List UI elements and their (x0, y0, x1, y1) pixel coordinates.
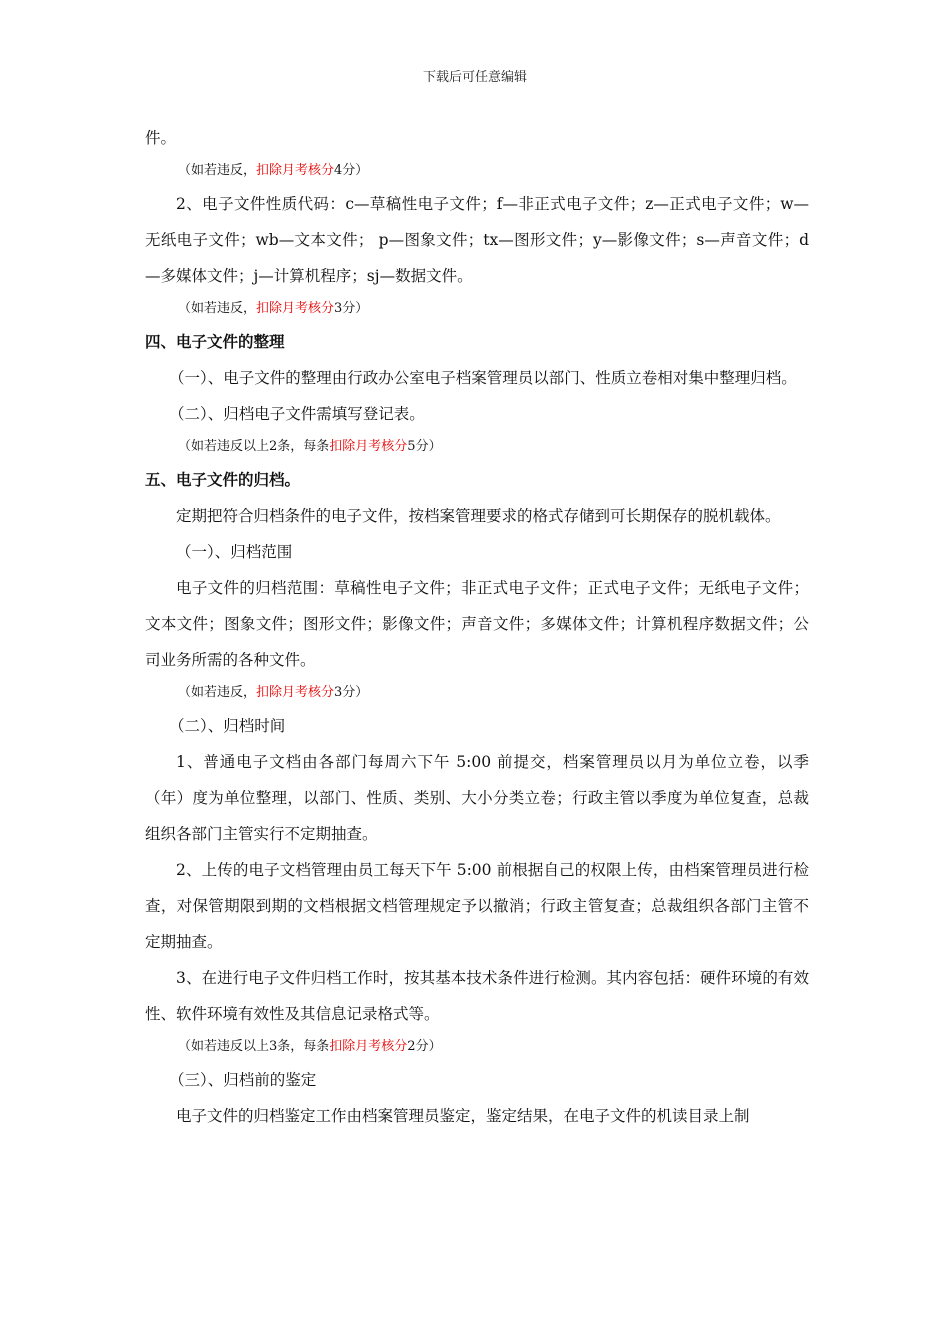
body-paragraph: （二）、归档电子文件需填写登记表。 (169, 405, 425, 423)
section-heading: 五、电子文件的归档。 (145, 470, 301, 489)
document-body (145, 120, 809, 1134)
penalty-note-suffix: 5分） (407, 439, 442, 454)
penalty-note-prefix: （如若违反， (178, 163, 257, 178)
penalty-note-suffix: 3分） (334, 685, 369, 700)
penalty-highlight: 扣除月考核分 (256, 163, 335, 178)
penalty-note-prefix: （如若违反， (178, 301, 257, 316)
penalty-note-suffix: 2分） (407, 1039, 442, 1054)
penalty-note-prefix: （如若违反以上3条，每条 (178, 1039, 330, 1054)
body-paragraph: （三）、归档前的鉴定 (169, 1071, 317, 1089)
page-header: 下载后可任意编辑 (422, 70, 527, 85)
penalty-highlight: 扣除月考核分 (329, 439, 408, 454)
body-paragraph: 电子文件的归档范围：草稿性电子文件；非正式电子文件；正式电子文件；无纸电子文件；文本文件；图象文件；图形文件；影像文件；声音文件；多媒体文件；计算机程序数据文件；公司业务所需的各种文件。 (145, 579, 809, 669)
body-paragraph: 1、普通电子文档由各部门每周六下午 5:00 前提交，档案管理员以月为单位立卷，以季（年）度为单位整理，以部门、性质、类别、大小分类立卷；行政主管以季度为单位复查，总裁组织各部门主管实行不定期抽查。 (145, 753, 809, 843)
penalty-note-prefix: （如若违反， (178, 685, 257, 700)
penalty-note-suffix: 4分） (334, 163, 369, 178)
penalty-note (145, 678, 809, 708)
body-paragraph: 2、电子文件性质代码：c—草稿性电子文件；f—非正式电子文件；z—正式电子文件；w—无纸电子文件；wb—文本文件； p—图象文件；tx—图形文件；y—影像文件；s—声音文件；d—多媒体文件；j—计算机程序；sj—数据文件。 (145, 195, 809, 285)
penalty-note-suffix: 3分） (334, 301, 369, 316)
section-heading: 四、电子文件的整理 (145, 332, 285, 351)
body-paragraph: （二）、归档时间 (169, 717, 286, 735)
body-paragraph: 2、上传的电子文档管理由员工每天下午 5:00 前根据自己的权限上传，由档案管理员进行检查，对保管期限到期的文档根据文档管理规定予以撤消；行政主管复查；总裁组织各部门主管不定期抽查。 (145, 861, 809, 951)
penalty-note (145, 156, 809, 186)
body-paragraph: （一）、归档范围 (176, 543, 293, 561)
penalty-note (145, 1032, 809, 1062)
penalty-highlight: 扣除月考核分 (329, 1039, 408, 1054)
penalty-note (145, 432, 809, 462)
body-paragraph: 件。 (145, 129, 177, 147)
body-paragraph: 定期把符合归档条件的电子文件，按档案管理要求的格式存储到可长期保存的脱机载体。 (176, 507, 781, 525)
penalty-highlight: 扣除月考核分 (256, 685, 335, 700)
body-paragraph: （一）、电子文件的整理由行政办公室电子档案管理员以部门、性质立卷相对集中整理归档。 (169, 369, 797, 387)
penalty-note-prefix: （如若违反以上2条，每条 (178, 439, 330, 454)
body-paragraph: 3、在进行电子文件归档工作时，按其基本技术条件进行检测。其内容包括：硬件环境的有效性、软件环境有效性及其信息记录格式等。 (145, 969, 809, 1023)
body-paragraph: 电子文件的归档鉴定工作由档案管理员鉴定，鉴定结果，在电子文件的机读目录上制 (176, 1107, 750, 1125)
penalty-note (145, 294, 809, 324)
penalty-highlight: 扣除月考核分 (256, 301, 335, 316)
